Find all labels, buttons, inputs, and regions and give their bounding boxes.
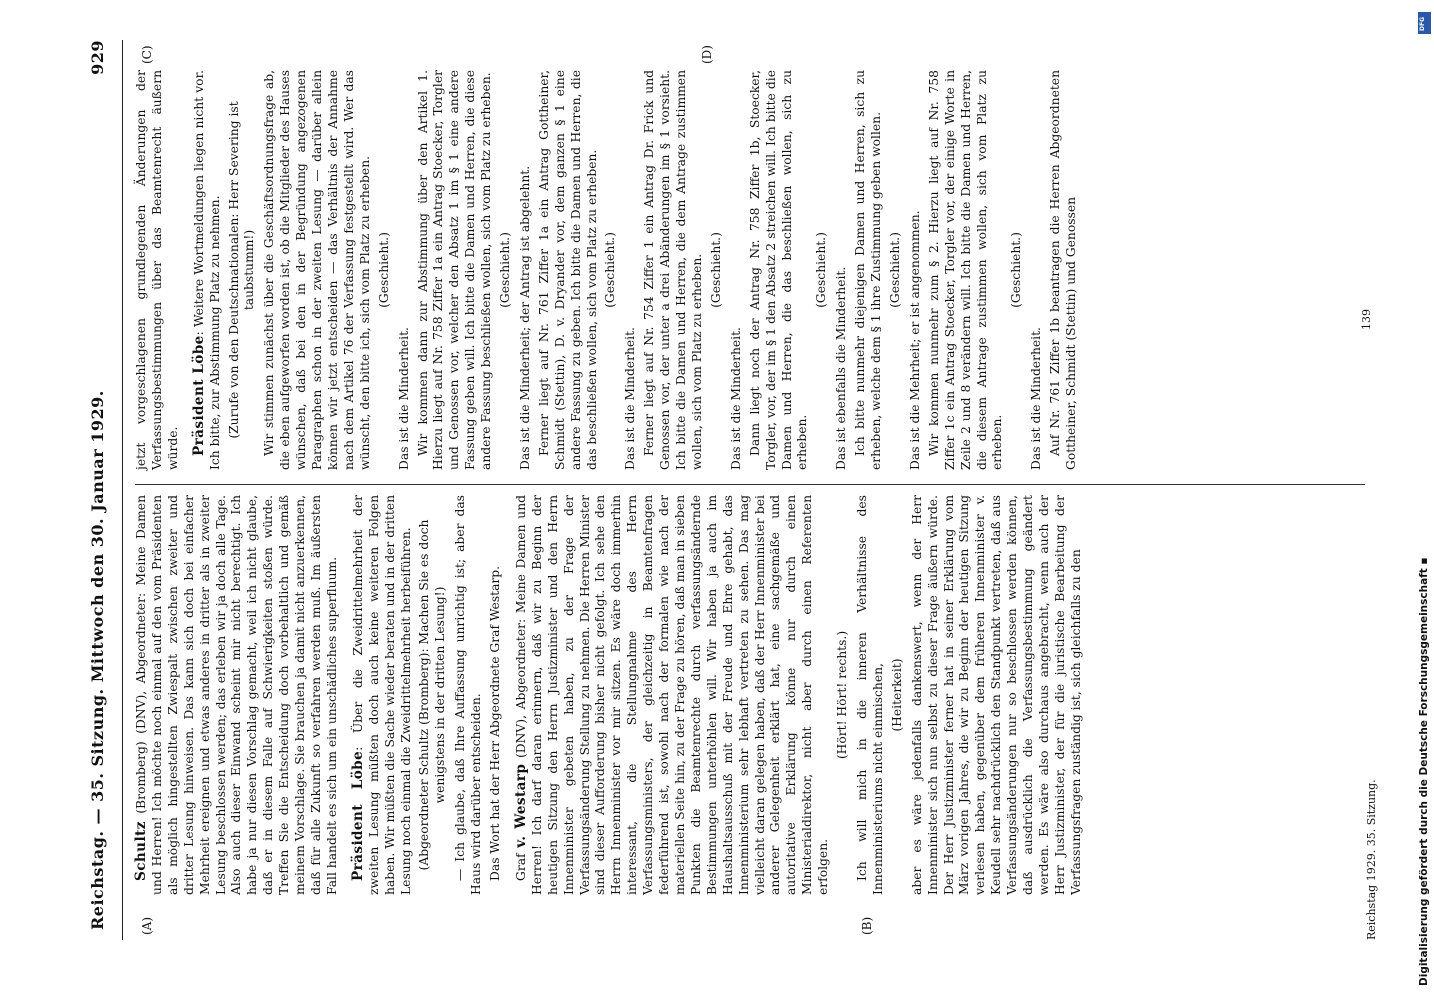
speaker-name: Schultz [133,821,149,881]
dfg-logo: DFG [1418,12,1431,34]
page-footer: Reichstag 1929. 35. Sitzung. [1365,779,1378,940]
paragraph: Das ist die Minderheit. [1029,327,1044,470]
paragraph: Ferner liegt auf Nr. 761 Ziffer 1a ein Antrag Gottheiner, Schmidt (Stettin), D. v. Dryander vor, dem ganzen § 1 eine andere Fassung zu geben. Ich bitte die Damen und Herren, die das beschließen wollen, sich vom Platz zu erheben. [536,70,599,470]
paragraph: Wir kommen nunmehr zum § 2. Hierzu liegt auf Nr. 758 Ziffer 1c ein Antrag Stoecker, Torgler vor, der einige Worte in Zeile 2 und 8 verändern will. Ich bitte die Damen und Herren, die diesem Antrage zustimmen wollen, sich vom Platz zu erheben. [926,70,1005,470]
paragraph: — Ich glaube, daß Ihre Auffassung unrichtig ist; aber das Haus wird darüber entscheiden. [453,495,484,895]
paragraph: Ferner liegt auf Nr. 754 Ziffer 1 ein Antrag Dr. Frick und Genossen vor, der unter a drei Abänderungen im § 1 vorsieht. Ich bitte die Damen und Herren, die dem Antrage zustimmen wollen, sich vom Platz zu erheben. [642,70,704,470]
sheet-number: 139 [1360,309,1373,330]
interjection: (Zurufe von den Deutschnationalen: Herr Severing ist taubstumm!) [226,101,257,439]
interjection: (Geschieht.) [708,232,723,308]
interjection: (Hört! Hört! rechts.) [835,630,850,760]
paragraph: Das ist die Mehrheit; er ist angenommen. [907,210,922,470]
speaker-name: Präsident Löbe [349,750,366,881]
paragraph: Das ist die Minderheit. [728,327,743,470]
page-number: 929 [88,40,107,75]
paragraph: Ich bitte nunmehr diejenigen Damen und Herren, sich zu erheben, welche dem § 1 ihre Zustimmung geben wollen. [853,70,884,470]
interjection: (Geschieht.) [498,232,513,308]
paragraph: jetzt vorgeschlagenen grundlegenden Änderungen der Verfassungsbestimmungen über das Beamtenrecht äußern würde. [134,70,180,470]
paragraph: Das ist die Minderheit. [396,327,411,470]
column-separator [135,484,1365,485]
paragraph: Ich will mich in die inneren Verhältnisse des Innenministeriums nicht einmischen, [854,495,885,895]
interjection: (Abgeordneter Schultz (Bromberg): Machen Sie es doch wenigstens in der dritten Lesung!) [417,519,448,871]
margin-marker-d: (D) [700,45,714,64]
paragraph: Das ist ebenfalls die Minderheit. [834,266,849,470]
speaker-name: v. Westarp [512,763,529,848]
page-body [60,40,1380,940]
text-column-right [134,70,1083,470]
margin-marker-a: (A) [140,916,154,935]
speech-schultz: Schultz (Bromberg) (DNV), Abgeordneter: Meine Damen und Herren! Ich möchte noch einmal auf den vom Präsidenten als möglich hingestellten Zwiespalt zwischen zweiter und dritter Lesung hinweisen. Das kann sich doch bei einfacher Mehrheit ereignen und etwas anderes in dritter als in zweiter Lesung beschlossen werden; das erleben wir ja doch alle Tage. Also auch dieser Einwand scheint mir nicht berechtigt. Ich habe ja nur diesen Vorschlag gemacht, weil ich nicht glaube, daß er in diesem Falle auf Schwierigkeiten stoßen würde. Treffen Sie die Entscheidung doch vorbehaltlich und gemäß meinem Vorschlage. Sie brauchen ja damit nicht anzuerkennen, daß für alle Zukunft so verfahren werden muß. Im äußersten Fall handelt es sich um ein unschädliches superfluum. [133,495,339,895]
speech-president: Präsident Löbe: Über die Zweidrittelmehrheit der zweiten Lesung müßten doch auch keine weiteren Folgen haben. Wir müßten die Sache wieder beraten und in der dritten Lesung noch einmal die Zweidrittelmehrheit herbeiführen. [349,495,413,895]
header-rule [122,40,123,940]
interjection: (Geschieht.) [603,232,618,308]
paragraph: aber es wäre jedenfalls dankenswert, wenn der Herr Innenminister sich nun selbst zu dieser Frage äußern würde. Der Herr Justizminister ferner hat in seiner Erklärung vom März vorigen Jahres, die wir zu Beginn der heutigen Sitzung verlesen haben, gegenüber dem früheren Innenminister v. Keudell sehr nachdrücklich den Standpunkt vertreten, daß aus Verfassungsänderungen nur so beschlossen werden können, daß ausdrücklich die Verfassungsbestimmung geändert werden. Es wäre also durchaus angebracht, wenn auch der Herr Justizminister, der für die juristische Bearbeitung der Verfassungsfragen zuständig ist, sich gleichfalls zu den [909,495,1083,895]
paragraph: Das ist die Minderheit. [623,327,638,470]
margin-marker-c: (C) [140,45,154,64]
page-header [88,40,116,940]
paragraph: Wir stimmen zunächst über die Geschäftsordnungsfrage ab, die eben aufgeworfen worden ist, ob die Mitglieder des Hauses wünschen, daß bei den in der Begründung angezogenen Paragraphen schon in der zweiten Lesung — darüber allein können wir jetzt entscheiden — das Verhältnis der Annahme nach dem Artikel 76 der Verfassung festgestellt wird. Wer das wünscht, den bitte ich, sich vom Platz zu erheben. [262,70,372,470]
interjection: (Heiterkeit) [889,658,904,732]
speaker-name: Präsident Löbe [190,335,207,456]
running-head: Reichstag. — 35. Sitzung. Mittwoch den 30. Januar 1929. [88,390,107,930]
margin-marker-b: (B) [860,916,874,935]
paragraph: Wir kommen dann zur Abstimmung über den Artikel 1. Hierzu liegt auf Nr. 758 Ziffer 1a ein Antrag Stoecker, Torgler und Genossen vor, welcher den Absatz 1 im § 1 eine andere Fassung geben will. Ich bitte die Damen und Herren, die diese andere Fassung beschließen wollen, sich vom Platz zu erheben. [415,70,494,470]
speech-westarp: Graf v. Westarp (DNV), Abgeordneter: Meine Damen und Herren! Ich darf daran erinnern, daß wir zu Beginn der heutigen Sitzung den Herrn Justizminister und den Herrn Innenminister gebeten haben, zu der Frage der Verfassungsänderung Stellung zu nehmen. Die Herren Minister sind dieser Aufforderung bisher nicht gefolgt. Ich sehe den Herrn Innenminister vor mir sitzen. Es wäre doch immerhin interessant, die Stellungnahme des Herrn Verfassungsministers, der gleichzeitig in Beamtenfragen federführend ist, sowohl nach der formalen wie nach der materiellen Seite hin, zu der Frage zu hören, daß man in sieben Punkten die Beamtenrechte durch verfassungsändernde Bestimmungen unterhöhlen will. Wir haben ja auch im Haushaltsausschuß mit der Freude und Ehre gehabt, das Innenministerium sehr lebhaft vertreten zu sehen. Das mag vielleicht daran gelegen haben, daß der Herr Innenminister bei anderer Gelegenheit erklärt hat, eine sachgemäße und autoritative Erklärung könne nur durch einen Ministerialdirektor, nicht aber durch einen Referenten erfolgen. [512,495,831,895]
interjection: (Geschieht.) [814,232,829,308]
interjection: (Geschieht.) [376,232,391,308]
text-column-left [134,495,1088,895]
paragraph: Auf Nr. 761 Ziffer 1b beantragen die Herren Abgeordneten Gottheiner, Schmidt (Stettin) und Genossen [1048,70,1079,470]
paragraph: Das ist die Minderheit; der Antrag ist abgelehnt. [517,165,532,470]
speech-president: Präsident Löbe: Weitere Wortmeldungen liegen nicht vor. Ich bitte, zur Abstimmung Platz zu nehmen. [190,69,222,470]
credit-text: Digitalisierung gefördert durch die Deutsche Forschungsgemeinschaft ▪ [1418,557,1430,986]
interjection: (Geschieht.) [1009,232,1024,308]
paragraph: Dann liegt noch der Antrag Nr. 758 Ziffer 1b, Stoecker, Torgler, vor, der im § 1 den Absatz 2 streichen will. Ich bitte die Damen und Herren, die das beschließen wollen, sich zu erheben. [747,70,810,470]
interjection: (Geschieht.) [887,232,902,308]
digitization-credit [1418,6,1432,994]
paragraph: Das Wort hat der Herr Abgeordnete Graf Westarp. [488,565,503,881]
